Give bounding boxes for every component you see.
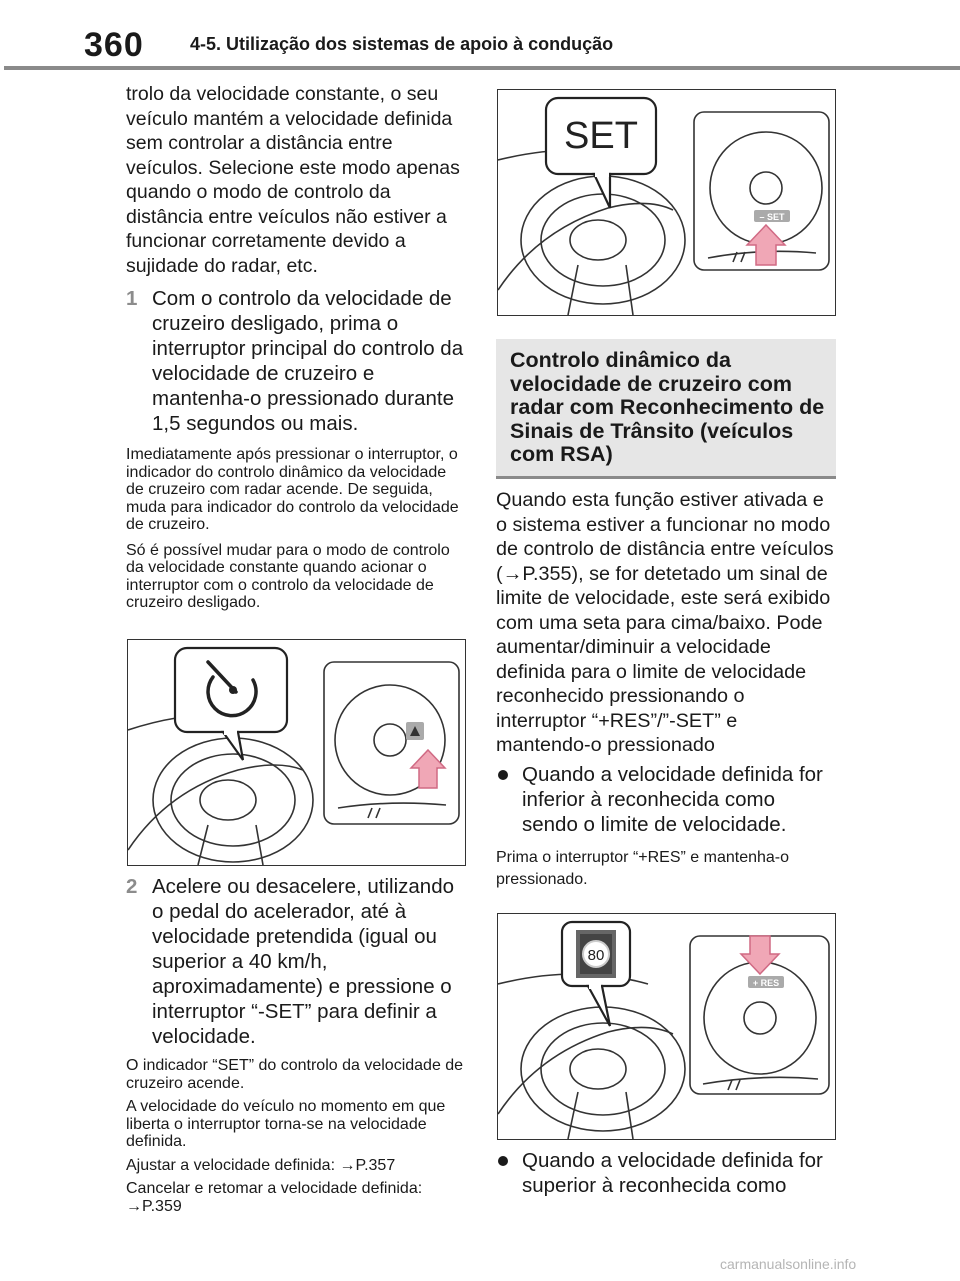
note-adjust-link[interactable]: Ajustar a velocidade definida: →P.357 — [126, 1156, 396, 1174]
bullet-dot — [498, 770, 508, 780]
left-column — [126, 82, 466, 612]
header-divider — [4, 66, 960, 70]
figure-main-switch — [127, 639, 466, 866]
bullet-1-text: Quando a velocidade definida for inferior à reconhecida como sendo o limite de velocidade. — [522, 762, 823, 836]
step-1 — [126, 286, 466, 436]
step-1-text: Com o controlo da velocidade de cruzeiro desligado, prima o interruptor principal do controlo da velocidade de cruzeiro e mantenha-o pressionado durante 1,5 segundos ou mais. — [152, 287, 464, 435]
bullet-dot — [498, 1156, 508, 1166]
step-1-number: 1 — [126, 287, 138, 310]
fig1-callout-text: SET — [564, 115, 638, 157]
watermark: carmanualsonline.info — [720, 1256, 857, 1272]
figure-res-switch — [497, 913, 836, 1140]
bullet-2-text: Quando a velocidade definida for superior à reconhecida como — [522, 1149, 823, 1197]
note-set-speed: A velocidade do veículo no momento em que liberta o interruptor torna-se na velocidade definida. — [126, 1098, 446, 1150]
step-2-text: Acelere ou desacelere, utilizando o pedal do acelerador, até à velocidade pretendida (igual ou superior a 40 km/h, aproximadamente) e pressione o interruptor “-SET” para definir a velocidade. — [152, 875, 454, 1048]
section-heading: Controlo dinâmico da velocidade de cruzeiro com radar com Reconhecimento de Sinais de Trânsito (veículos com RSA) — [510, 348, 825, 466]
note-press-res: Prima o interruptor “+RES” e mantenha-o pressionado. — [496, 848, 790, 888]
speed-limit-sign: 80 — [587, 947, 605, 964]
figure-set-switch — [497, 89, 836, 316]
fig3-button-label: + RES — [752, 978, 780, 988]
fig1-button-label: – SET — [759, 212, 785, 222]
page-header — [0, 0, 960, 72]
left-column-lower — [126, 874, 466, 1215]
step-2 — [126, 874, 466, 1049]
page-number: 360 — [84, 26, 144, 64]
bullet-lower-speed — [496, 762, 836, 837]
step-2-number: 2 — [126, 875, 138, 898]
section-header-title: 4-5. Utilização dos sistemas de apoio à condução — [190, 34, 614, 54]
intro-paragraph: trolo da velocidade constante, o seu veículo mantém a velocidade definida sem controlar a distância entre veículos. Selecione este modo apenas quando o modo de controlo da distância entre veículos não estiver a funcionar corretamente devido a sujidade do radar, etc. — [126, 83, 460, 277]
rsa-paragraph: Quando esta função estiver ativada e o sistema estiver a funcionar no modo de controlo de distância entre veículos (→P.355), se for detetado um sinal de limite de velocidade, este será exibido com uma seta para cima/baixo. Pode aumentar/diminuir a velocidade definida para o limite de velocidade reconhecido pressionando o interruptor “+RES”/”-SET” e mantendo-o pressionado — [496, 489, 834, 756]
bullet-higher-speed — [496, 1148, 836, 1198]
right-column-lower — [496, 1148, 836, 1198]
note-switch-mode: Só é possível mudar para o modo de controlo da velocidade constante quando acionar o interruptor com o controlo da velocidade de cruzeiro desligado. — [126, 541, 450, 611]
note-indicator: Imediatamente após pressionar o interruptor, o indicador do controlo dinâmico da velocidade de cruzeiro com radar acende. De seguida, muda para indicador do controlo da velocidade de cruzeiro. — [126, 446, 459, 533]
note-set-indicator: O indicador “SET” do controlo da velocidade de cruzeiro acende. — [126, 1057, 464, 1092]
note-cancel-link[interactable]: Cancelar e retomar a velocidade definida: →P.359 — [126, 1180, 423, 1215]
right-column — [496, 488, 836, 891]
section-heading-box — [496, 339, 836, 479]
